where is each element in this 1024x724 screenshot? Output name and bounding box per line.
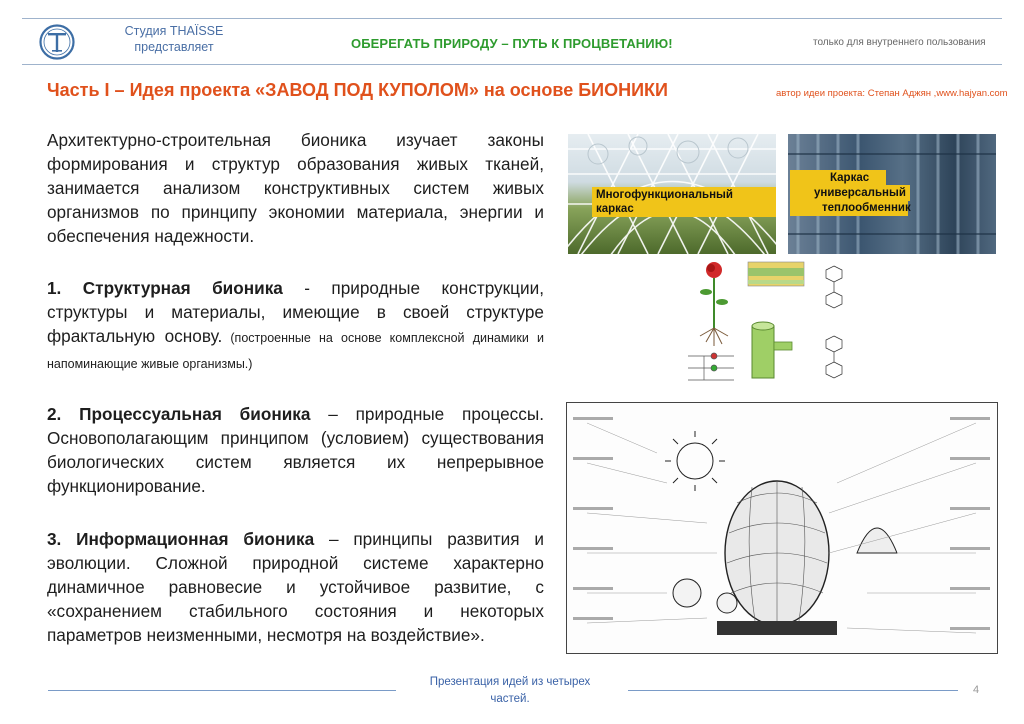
studio-name xyxy=(100,23,248,55)
structural-bionics-note: (построенные на основе комплексной динамики и напоминающие живые организмы.) xyxy=(47,331,544,371)
page-title: Часть I – Идея проекта «ЗАВОД ПОД КУПОЛОМ» на основе БИОНИКИ xyxy=(47,80,668,100)
studio-name-line2: представляет xyxy=(134,40,214,54)
internal-use-note: только для внутреннего пользования xyxy=(813,37,986,48)
dome-frame-photo xyxy=(568,134,776,254)
process-bionics-heading: 2. Процессуальная бионика xyxy=(47,404,311,424)
footer-note: Презентация идей из четырех частей. xyxy=(429,676,591,705)
page-number: 4 xyxy=(973,684,980,696)
information-bionics-heading: 3. Информационная бионика xyxy=(47,529,315,549)
footer-rule-left xyxy=(48,690,396,691)
structural-bionics-heading: 1. Структурная бионика xyxy=(47,278,283,298)
author-credit: автор идеи проекта: Степан Аджян ,www.hajyan.com xyxy=(776,88,1008,99)
slogan: ОБЕРЕГАТЬ ПРИРОДУ – ПУТЬ К ПРОЦВЕТАНИЮ! xyxy=(351,36,673,51)
header-rule-top xyxy=(22,18,1002,19)
header-rule-bottom xyxy=(22,64,1002,65)
structural-bionics-paragraph xyxy=(47,276,544,376)
structural-bionics-text: - природные конструкции, структуры и материалы, имеющие в своей структуре фрактальную основу. xyxy=(47,278,544,346)
studio-name-line1: Студия THAÏSSE xyxy=(124,24,224,38)
process-bionics-paragraph xyxy=(47,402,544,498)
process-bionics-text: – природные процессы. Основополагающим принципом (условием) существования биологических систем является их непрерывное функционирование. xyxy=(47,404,544,496)
heat-exchanger-caption-line3: теплообменник xyxy=(790,200,908,216)
footer-rule-right xyxy=(628,690,958,691)
intro-paragraph: Архитектурно-строительная бионика изучает законы формирования и структур образования живых тканей, занимается анализом конструктивных систем живых организмов по принципу экономии материала, энергии и обеспечения надежности. xyxy=(47,130,544,246)
cactus-bionics-sketch xyxy=(566,402,998,654)
information-bionics-text: – принципы развития и эволюции. Сложной природной системе характерно динамичное равновесие и устойчивое развитие, с «сохранением стабильного состояния и некоторых параметров неизменными, несмотря на воздействие». xyxy=(47,529,544,645)
cactus-sketch-graphic xyxy=(567,403,996,652)
heat-exchanger-caption-line2: универсальный xyxy=(790,185,910,201)
heat-exchanger-caption-line1: Каркас xyxy=(790,170,886,186)
plant-diagram-graphic xyxy=(684,256,884,396)
information-bionics-paragraph xyxy=(47,527,544,647)
plant-structure-diagram xyxy=(684,256,884,396)
studio-logo-icon xyxy=(39,24,75,60)
dome-frame-caption: Многофункциональный каркас xyxy=(592,187,776,217)
heat-exchanger-photo xyxy=(788,134,996,254)
